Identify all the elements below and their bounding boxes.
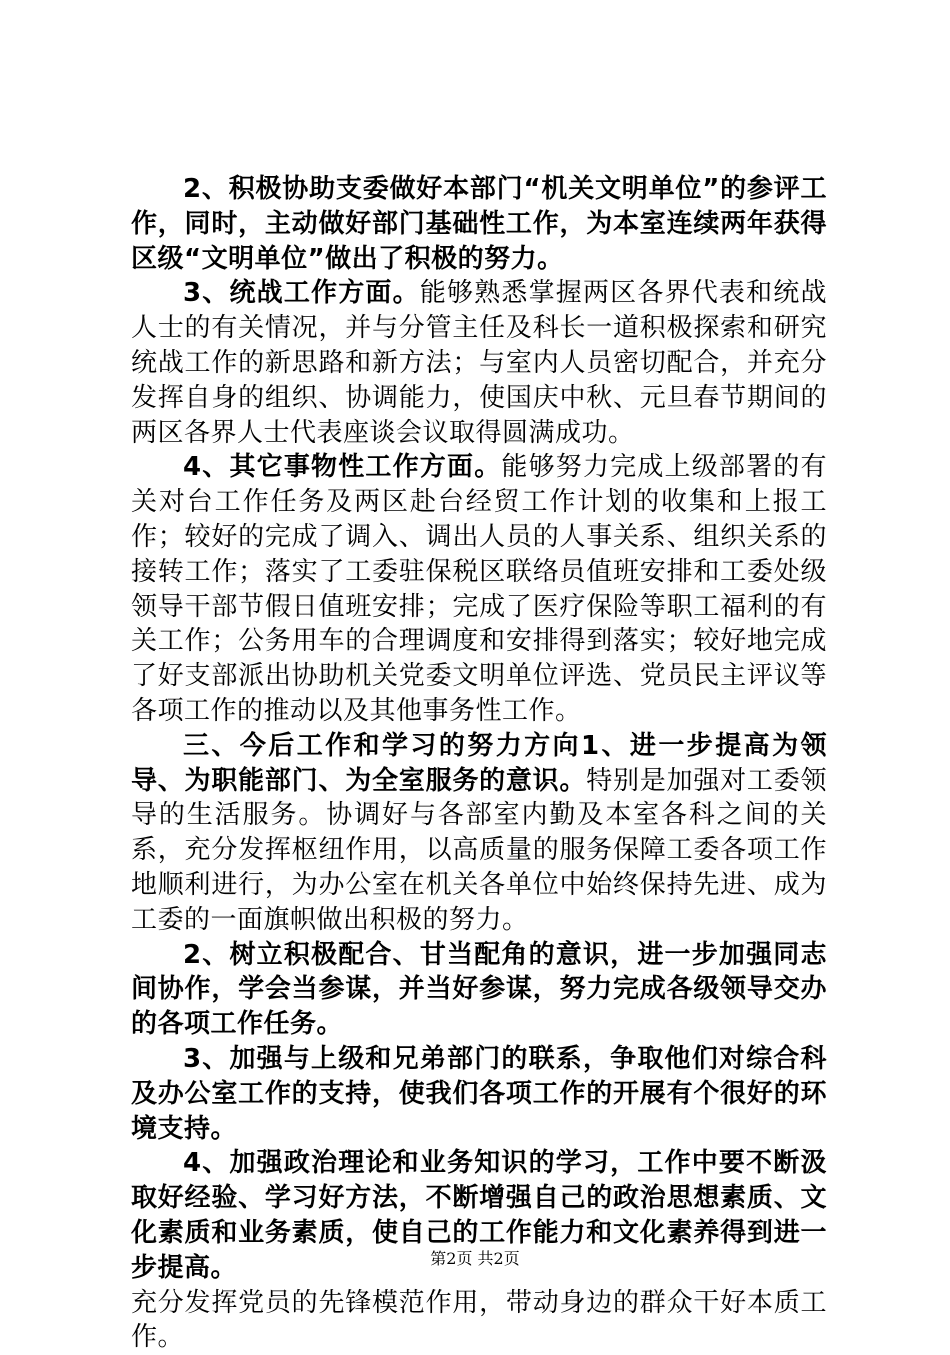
paragraph-lead: 三、今后工作和学习的努力方向1、进一步提高为领导、为职能部门、为全室服务的意识。	[131, 731, 827, 796]
paragraph-lead: 4、加强政治理论和业务知识的学习，工作中要不断汲取好经验、学习好方法，不断增强自己的政治思想素质、文化素质和业务素质，使自己的工作能力和文化素养得到进一步提高。	[131, 1148, 827, 1282]
paragraph-lead: 2、积极协助支委做好本部门“机关文明单位”的参评工作，同时，主动做好部门基础性工作，为本室连续两年获得区级“文明单位”做出了积极的努力。	[131, 174, 827, 274]
page-number: 第2页 共2页	[430, 1249, 519, 1268]
paragraph-1	[131, 172, 827, 276]
paragraph-5	[131, 938, 827, 1042]
paragraph-4	[131, 729, 827, 938]
document-body	[131, 172, 827, 1355]
paragraph-3	[131, 450, 827, 728]
closing-line: 充分发挥党员的先锋模范作用，带动身边的群众干好本质工作。	[131, 1286, 827, 1355]
paragraph-6	[131, 1042, 827, 1146]
paragraph-lead: 2、树立积极配合、甘当配角的意识，进一步加强同志间协作，学会当参谋，并当好参谋，努力完成各级领导交办的各项工作任务。	[131, 940, 827, 1040]
paragraph-text: 能够熟悉掌握两区各界代表和统战人士的有关情况，并与分管主任及科长一道积极探索和研究统战工作的新思路和新方法；与室内人员密切配合，并充分发挥自身的组织、协调能力，使国庆中秋、元旦春节期间的两区各界人士代表座谈会议取得圆满成功。	[131, 278, 827, 447]
paragraph-2	[131, 276, 827, 450]
page-footer	[0, 1246, 950, 1269]
paragraph-text: 能够努力完成上级部署的有关对台工作任务及两区赴台经贸工作计划的收集和上报工作；较好的完成了调入、调出人员的人事关系、组织关系的接转工作；落实了工委驻保税区联络员值班安排和工委处级领导干部节假日值班安排；完成了医疗保险等职工福利的有关工作；公务用车的合理调度和安排得到落实；较好地完成了好支部派出协助机关党委文明单位评选、党员民主评议等各项工作的推动以及其他事务性工作。	[131, 452, 827, 726]
paragraph-lead: 3、加强与上级和兄弟部门的联系，争取他们对综合科及办公室工作的支持，使我们各项工作的开展有个很好的环境支持。	[131, 1044, 827, 1144]
paragraph-lead: 3、统战工作方面。	[183, 278, 420, 308]
paragraph-lead: 4、其它事物性工作方面。	[183, 452, 501, 482]
paragraph-text: 特别是加强对工委领导的生活服务。协调好与各部室内勤及本室各科之间的关系，充分发挥枢纽作用，以高质量的服务保障工委各项工作地顺利进行，为办公室在机关各单位中始终保持先进、成为工委的一面旗帜做出积极的努力。	[131, 766, 827, 935]
